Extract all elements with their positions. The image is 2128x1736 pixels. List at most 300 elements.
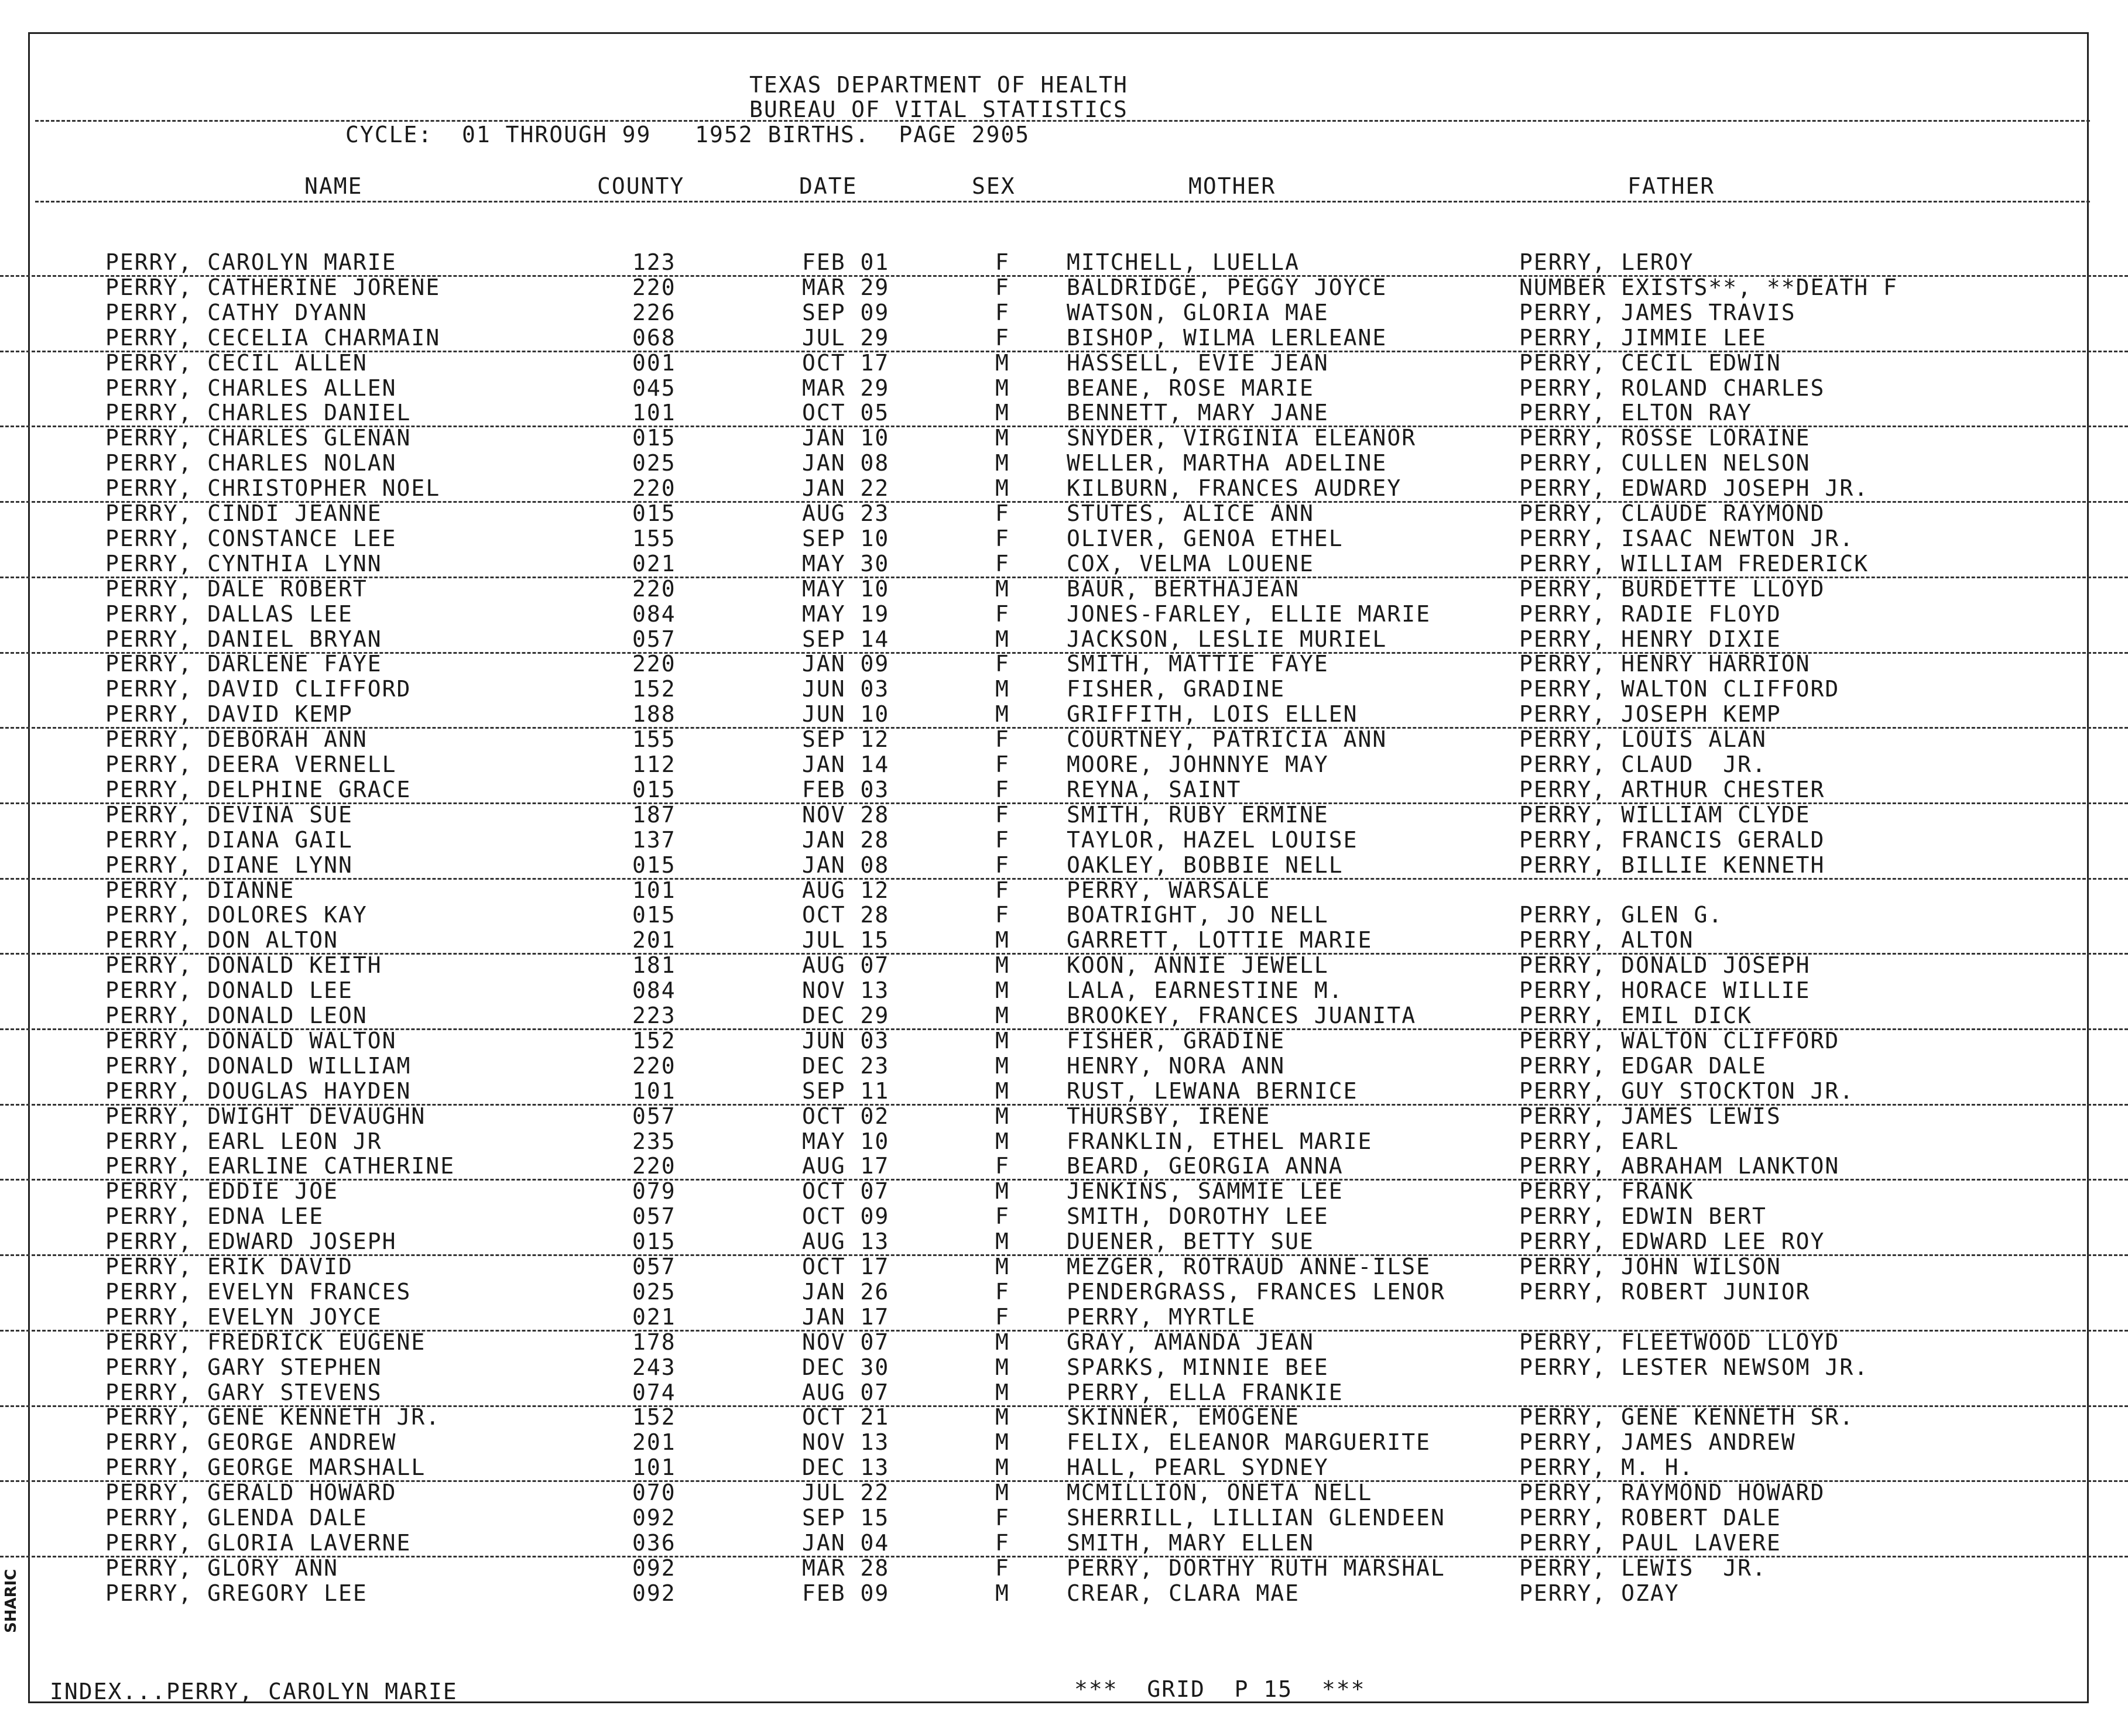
cell-mother: KOON, ANNIE JEWELL: [1067, 952, 1329, 978]
cell-date: JUN 10: [802, 701, 890, 727]
cell-father: PERRY, PAUL LAVERE: [1519, 1530, 1781, 1556]
column-header-name: NAME: [304, 173, 363, 199]
cell-county: 152: [632, 1028, 676, 1054]
cell-name: PERRY, CECELIA CHARMAIN: [105, 325, 441, 351]
cell-name: PERRY, GEORGE MARSHALL: [105, 1454, 426, 1480]
cell-name: PERRY, EDDIE JOE: [105, 1178, 339, 1204]
cell-mother: SMITH, MARY ELLEN: [1067, 1530, 1314, 1556]
cell-mother: OLIVER, GENOA ETHEL: [1067, 526, 1344, 551]
cell-county: 057: [632, 626, 676, 652]
cell-date: SEP 10: [802, 526, 890, 551]
cell-sex: M: [995, 350, 1010, 376]
cell-father: PERRY, JOHN WILSON: [1519, 1254, 1781, 1279]
cell-mother: SPARKS, MINNIE BEE: [1067, 1354, 1329, 1380]
table-row: [0, 1054, 2128, 1079]
cell-sex: F: [995, 1505, 1010, 1531]
cell-date: JUL 15: [802, 927, 890, 953]
cell-date: MAY 19: [802, 601, 890, 627]
cell-sex: M: [995, 425, 1010, 451]
cell-mother: MITCHELL, LUELLA: [1067, 249, 1300, 275]
cell-date: SEP 12: [802, 726, 890, 752]
cell-date: AUG 12: [802, 877, 890, 903]
cell-father: PERRY, EMIL DICK: [1519, 1003, 1753, 1028]
cell-mother: DUENER, BETTY SUE: [1067, 1229, 1314, 1254]
table-row: [0, 1205, 2128, 1229]
agency-title: TEXAS DEPARTMENT OF HEALTH: [749, 72, 1128, 98]
cell-sex: M: [995, 626, 1010, 652]
cell-date: DEC 23: [802, 1053, 890, 1079]
cell-name: PERRY, CECIL ALLEN: [105, 350, 368, 376]
cell-county: 101: [632, 877, 676, 903]
cell-sex: F: [995, 526, 1010, 551]
table-row: [0, 778, 2128, 804]
cell-father: PERRY, GLEN G.: [1519, 902, 1723, 928]
table-row: [0, 953, 2128, 978]
cell-name: PERRY, DONALD KEITH: [105, 952, 382, 978]
cell-father: PERRY, JAMES LEWIS: [1519, 1103, 1781, 1129]
cell-mother: JONES-FARLEY, ELLIE MARIE: [1067, 601, 1431, 627]
cell-mother: FELIX, ELEANOR MARGUERITE: [1067, 1429, 1431, 1455]
cell-sex: M: [995, 1254, 1010, 1279]
cell-father: PERRY, WILLIAM FREDERICK: [1519, 551, 1869, 577]
table-row: [0, 1405, 2128, 1430]
cell-mother: REYNA, SAINT: [1067, 777, 1242, 802]
cell-name: PERRY, DOUGLAS HAYDEN: [105, 1078, 412, 1104]
cell-date: JUL 22: [802, 1480, 890, 1505]
cell-name: PERRY, EVELYN JOYCE: [105, 1304, 382, 1330]
cell-date: AUG 17: [802, 1153, 890, 1179]
table-row: [0, 1430, 2128, 1455]
cell-county: 235: [632, 1128, 676, 1154]
cell-sex: F: [995, 1153, 1010, 1179]
cell-date: SEP 09: [802, 300, 890, 325]
cell-county: 015: [632, 500, 676, 526]
cell-name: PERRY, ERIK DAVID: [105, 1254, 353, 1279]
table-row: [0, 301, 2128, 325]
cell-county: 057: [632, 1203, 676, 1229]
cell-name: PERRY, DIANNE: [105, 877, 295, 903]
cell-father: PERRY, CLAUD JR.: [1519, 752, 1767, 777]
cell-date: NOV 13: [802, 977, 890, 1003]
cell-mother: BEANE, ROSE MARIE: [1067, 375, 1314, 401]
table-row: [0, 1029, 2128, 1054]
cell-county: 084: [632, 601, 676, 627]
cell-father: PERRY, BURDETTE LLOYD: [1519, 576, 1825, 602]
cell-date: DEC 13: [802, 1454, 890, 1480]
cell-sex: F: [995, 500, 1010, 526]
cell-mother: OAKLEY, BOBBIE NELL: [1067, 852, 1344, 878]
cell-county: 015: [632, 425, 676, 451]
cell-date: MAR 29: [802, 275, 890, 300]
cell-father: PERRY, ROSSE LORAINE: [1519, 425, 1811, 451]
cell-county: 201: [632, 1429, 676, 1455]
cell-father: PERRY, FRANCIS GERALD: [1519, 827, 1825, 853]
cell-name: PERRY, CATHY DYANN: [105, 300, 368, 325]
cell-county: 101: [632, 400, 676, 426]
cell-county: 079: [632, 1178, 676, 1204]
cell-county: 220: [632, 1053, 676, 1079]
cell-sex: M: [995, 701, 1010, 727]
cell-name: PERRY, CHARLES ALLEN: [105, 375, 397, 401]
cell-county: 015: [632, 852, 676, 878]
table-row: [0, 401, 2128, 427]
cell-mother: JENKINS, SAMMIE LEE: [1067, 1178, 1344, 1204]
table-row: [0, 527, 2128, 551]
cell-mother: HENRY, NORA ANN: [1067, 1053, 1286, 1079]
cell-county: 220: [632, 1153, 676, 1179]
table-row: [0, 1280, 2128, 1305]
cell-date: MAR 28: [802, 1555, 890, 1581]
cell-date: FEB 01: [802, 249, 890, 275]
cell-father: PERRY, GUY STOCKTON JR.: [1519, 1078, 1855, 1104]
cell-father: PERRY, ROBERT DALE: [1519, 1505, 1781, 1531]
cell-date: OCT 02: [802, 1103, 890, 1129]
cell-father: PERRY, WALTON CLIFFORD: [1519, 676, 1840, 702]
cell-county: 220: [632, 651, 676, 677]
cell-father: PERRY, EDGAR DALE: [1519, 1053, 1767, 1079]
cell-father: PERRY, LEROY: [1519, 249, 1694, 275]
cell-father: PERRY, CECIL EDWIN: [1519, 350, 1781, 376]
cell-sex: M: [995, 1078, 1010, 1104]
cell-father: PERRY, JAMES ANDREW: [1519, 1429, 1796, 1455]
cell-name: PERRY, DAVID CLIFFORD: [105, 676, 412, 702]
cell-mother: SHERRILL, LILLIAN GLENDEEN: [1067, 1505, 1445, 1531]
cell-county: 036: [632, 1530, 676, 1556]
cell-name: PERRY, DANIEL BRYAN: [105, 626, 382, 652]
cell-date: JAN 04: [802, 1530, 890, 1556]
table-row: [0, 803, 2128, 828]
cell-mother: BALDRIDGE, PEGGY JOYCE: [1067, 275, 1387, 300]
cell-father: PERRY, ARTHUR CHESTER: [1519, 777, 1825, 802]
column-header-rule: [35, 201, 2090, 203]
cell-date: JUN 03: [802, 1028, 890, 1054]
cell-date: AUG 13: [802, 1229, 890, 1254]
cell-name: PERRY, DALE ROBERT: [105, 576, 368, 602]
cell-county: 070: [632, 1480, 676, 1505]
column-header-sex: SEX: [972, 173, 1016, 199]
cell-county: 201: [632, 927, 676, 953]
cell-mother: HALL, PEARL SYDNEY: [1067, 1454, 1329, 1480]
cell-name: PERRY, EDWARD JOSEPH: [105, 1229, 397, 1254]
cell-county: 243: [632, 1354, 676, 1380]
table-row: [0, 1531, 2128, 1557]
cell-date: NOV 28: [802, 802, 890, 828]
cell-sex: F: [995, 827, 1010, 853]
cell-sex: M: [995, 1229, 1010, 1254]
cell-date: SEP 15: [802, 1505, 890, 1531]
cell-county: 092: [632, 1505, 676, 1531]
cell-name: PERRY, EARLINE CATHERINE: [105, 1153, 455, 1179]
column-header-mother: MOTHER: [1188, 173, 1276, 199]
cell-sex: F: [995, 601, 1010, 627]
cell-date: JAN 08: [802, 450, 890, 476]
cell-sex: F: [995, 726, 1010, 752]
cell-date: OCT 07: [802, 1178, 890, 1204]
cell-mother: RUST, LEWANA BERNICE: [1067, 1078, 1358, 1104]
table-row: [0, 1079, 2128, 1106]
table-row: [0, 753, 2128, 777]
cell-date: AUG 07: [802, 1380, 890, 1405]
cell-father: PERRY, LESTER NEWSOM JR.: [1519, 1354, 1869, 1380]
cell-county: 068: [632, 325, 676, 351]
table-row: [0, 276, 2128, 300]
table-row: [0, 928, 2128, 955]
cell-date: OCT 05: [802, 400, 890, 426]
cell-date: NOV 07: [802, 1329, 890, 1355]
cell-father: PERRY, M. H.: [1519, 1454, 1694, 1480]
table-row: [0, 451, 2128, 476]
cell-father: PERRY, LOUIS ALAN: [1519, 726, 1767, 752]
cell-mother: BEARD, GEORGIA ANNA: [1067, 1153, 1344, 1179]
cell-name: PERRY, DOLORES KAY: [105, 902, 368, 928]
cell-father: PERRY, HENRY DIXIE: [1519, 626, 1781, 652]
cell-sex: M: [995, 1028, 1010, 1054]
cell-mother: MOORE, JOHNNYE MAY: [1067, 752, 1329, 777]
cell-sex: F: [995, 275, 1010, 300]
cell-date: NOV 13: [802, 1429, 890, 1455]
cell-name: PERRY, GREGORY LEE: [105, 1580, 368, 1606]
table-row: [0, 627, 2128, 654]
cell-county: 155: [632, 726, 676, 752]
cell-mother: TAYLOR, HAZEL LOUISE: [1067, 827, 1358, 853]
cell-name: PERRY, DONALD WILLIAM: [105, 1053, 412, 1079]
cell-sex: M: [995, 1404, 1010, 1430]
cell-county: 123: [632, 249, 676, 275]
cell-name: PERRY, GLORIA LAVERNE: [105, 1530, 412, 1556]
cell-mother: WELLER, MARTHA ADELINE: [1067, 450, 1387, 476]
cell-mother: BAUR, BERTHAJEAN: [1067, 576, 1300, 602]
cell-sex: M: [995, 1354, 1010, 1380]
cell-county: 220: [632, 275, 676, 300]
cell-sex: M: [995, 676, 1010, 702]
cell-name: PERRY, DELPHINE GRACE: [105, 777, 412, 802]
cycle-line: CYCLE: 01 THROUGH 99 1952 BIRTHS. PAGE 2905: [345, 122, 1030, 147]
cell-name: PERRY, DEERA VERNELL: [105, 752, 397, 777]
cell-county: 220: [632, 576, 676, 602]
cell-date: OCT 17: [802, 350, 890, 376]
cell-mother: KILBURN, FRANCES AUDREY: [1067, 475, 1402, 501]
cell-name: PERRY, CINDI JEANNE: [105, 500, 382, 526]
cell-date: DEC 30: [802, 1354, 890, 1380]
table-row: [0, 828, 2128, 853]
cell-name: PERRY, DAVID KEMP: [105, 701, 353, 727]
cell-county: 223: [632, 1003, 676, 1028]
cell-mother: SMITH, MATTIE FAYE: [1067, 651, 1329, 677]
cell-date: MAY 10: [802, 576, 890, 602]
cell-date: AUG 07: [802, 952, 890, 978]
cell-date: AUG 23: [802, 500, 890, 526]
cell-county: 137: [632, 827, 676, 853]
cell-father: PERRY, LEWIS JR.: [1519, 1555, 1767, 1581]
side-label: SHARIC: [2, 1569, 20, 1633]
cell-date: SEP 11: [802, 1078, 890, 1104]
cell-mother: PERRY, ELLA FRANKIE: [1067, 1380, 1344, 1405]
cell-name: PERRY, CATHERINE JORENE: [105, 275, 441, 300]
cell-father: PERRY, DONALD JOSEPH: [1519, 952, 1811, 978]
cell-date: MAY 30: [802, 551, 890, 577]
cell-sex: F: [995, 1203, 1010, 1229]
column-header-county: COUNTY: [597, 173, 685, 199]
cell-name: PERRY, DALLAS LEE: [105, 601, 353, 627]
cell-sex: F: [995, 651, 1010, 677]
cell-county: 015: [632, 1229, 676, 1254]
cell-sex: F: [995, 300, 1010, 325]
cell-name: PERRY, CAROLYN MARIE: [105, 249, 397, 275]
cell-father: PERRY, EDWIN BERT: [1519, 1203, 1767, 1229]
cell-date: DEC 29: [802, 1003, 890, 1028]
cell-mother: BROOKEY, FRANCES JUANITA: [1067, 1003, 1417, 1028]
cell-name: PERRY, DEBORAH ANN: [105, 726, 368, 752]
table-row: [0, 677, 2128, 702]
cell-county: 181: [632, 952, 676, 978]
table-row: [0, 1154, 2128, 1181]
cell-sex: M: [995, 1178, 1010, 1204]
table-row: [0, 1130, 2128, 1154]
cell-mother: WATSON, GLORIA MAE: [1067, 300, 1329, 325]
cell-date: FEB 03: [802, 777, 890, 802]
table-row: [0, 1381, 2128, 1407]
cell-sex: F: [995, 802, 1010, 828]
cell-mother: SNYDER, VIRGINIA ELEANOR: [1067, 425, 1417, 451]
cell-sex: F: [995, 752, 1010, 777]
cell-mother: THURSBY, IRENE: [1067, 1103, 1271, 1129]
cell-father: PERRY, ROLAND CHARLES: [1519, 375, 1825, 401]
cell-father: PERRY, EDWARD JOSEPH JR.: [1519, 475, 1869, 501]
cell-sex: M: [995, 450, 1010, 476]
cell-sex: F: [995, 1279, 1010, 1305]
cell-name: PERRY, DARLENE FAYE: [105, 651, 382, 677]
cell-county: 045: [632, 375, 676, 401]
cell-name: PERRY, DONALD WALTON: [105, 1028, 397, 1054]
cell-father: PERRY, RADIE FLOYD: [1519, 601, 1781, 627]
table-row: [0, 1481, 2128, 1505]
cell-name: PERRY, GARY STEVENS: [105, 1380, 382, 1405]
cell-name: PERRY, DIANE LYNN: [105, 852, 353, 878]
cell-father: PERRY, FRANK: [1519, 1178, 1694, 1204]
table-row: [0, 376, 2128, 401]
table-row: [0, 1556, 2128, 1581]
cell-date: FEB 09: [802, 1580, 890, 1606]
table-row: [0, 602, 2128, 627]
table-row: [0, 1305, 2128, 1332]
cell-father: PERRY, EDWARD LEE ROY: [1519, 1229, 1825, 1254]
cell-sex: M: [995, 400, 1010, 426]
cell-county: 226: [632, 300, 676, 325]
cell-father: PERRY, FLEETWOOD LLOYD: [1519, 1329, 1840, 1355]
cell-mother: STUTES, ALICE ANN: [1067, 500, 1314, 526]
cell-county: 152: [632, 676, 676, 702]
cell-name: PERRY, CHARLES GLENAN: [105, 425, 412, 451]
table-row: [0, 853, 2128, 880]
cell-county: 084: [632, 977, 676, 1003]
cell-sex: M: [995, 1003, 1010, 1028]
cell-county: 074: [632, 1380, 676, 1405]
table-row: [0, 1506, 2128, 1531]
cell-date: JAN 09: [802, 651, 890, 677]
cell-date: JAN 26: [802, 1279, 890, 1305]
cell-mother: JACKSON, LESLIE MURIEL: [1067, 626, 1387, 652]
table-row: [0, 728, 2128, 752]
cell-name: PERRY, DIANA GAIL: [105, 827, 353, 853]
cell-name: PERRY, EDNA LEE: [105, 1203, 324, 1229]
footer-grid: *** GRID P 15 ***: [1074, 1676, 1366, 1702]
cell-county: 101: [632, 1454, 676, 1480]
cell-name: PERRY, CHRISTOPHER NOEL: [105, 475, 441, 501]
cell-county: 101: [632, 1078, 676, 1104]
cell-county: 112: [632, 752, 676, 777]
cell-date: JAN 08: [802, 852, 890, 878]
cell-sex: F: [995, 902, 1010, 928]
cell-name: PERRY, DON ALTON: [105, 927, 339, 953]
cell-mother: PERRY, MYRTLE: [1067, 1304, 1256, 1330]
cell-father: NUMBER EXISTS**, **DEATH F: [1519, 275, 1898, 300]
table-row: [0, 1356, 2128, 1380]
cell-father: PERRY, ISAAC NEWTON JR.: [1519, 526, 1855, 551]
cell-date: OCT 17: [802, 1254, 890, 1279]
column-header-date: DATE: [799, 173, 858, 199]
cell-sex: M: [995, 977, 1010, 1003]
cell-sex: M: [995, 927, 1010, 953]
cell-sex: M: [995, 1329, 1010, 1355]
table-row: [0, 1255, 2128, 1279]
cell-mother: GARRETT, LOTTIE MARIE: [1067, 927, 1373, 953]
cell-county: 057: [632, 1254, 676, 1279]
cell-mother: GRAY, AMANDA JEAN: [1067, 1329, 1314, 1355]
cell-sex: M: [995, 952, 1010, 978]
cell-county: 025: [632, 1279, 676, 1305]
cell-father: PERRY, CLAUDE RAYMOND: [1519, 500, 1825, 526]
cell-mother: COURTNEY, PATRICIA ANN: [1067, 726, 1387, 752]
cell-name: PERRY, GARY STEPHEN: [105, 1354, 382, 1380]
cell-father: PERRY, ALTON: [1519, 927, 1694, 953]
table-row: [0, 326, 2128, 352]
table-row: [0, 426, 2128, 451]
cell-sex: M: [995, 1053, 1010, 1079]
cell-sex: M: [995, 475, 1010, 501]
cell-sex: M: [995, 1128, 1010, 1154]
cell-sex: F: [995, 249, 1010, 275]
cell-name: PERRY, CHARLES DANIEL: [105, 400, 412, 426]
cell-date: JAN 22: [802, 475, 890, 501]
cell-sex: M: [995, 576, 1010, 602]
cell-mother: BISHOP, WILMA LERLEANE: [1067, 325, 1387, 351]
cell-mother: SKINNER, EMOGENE: [1067, 1404, 1300, 1430]
cell-father: PERRY, WALTON CLIFFORD: [1519, 1028, 1840, 1054]
cell-father: PERRY, WILLIAM CLYDE: [1519, 802, 1811, 828]
cell-county: 178: [632, 1329, 676, 1355]
cell-county: 092: [632, 1580, 676, 1606]
cell-date: JAN 17: [802, 1304, 890, 1330]
cell-name: PERRY, DEVINA SUE: [105, 802, 353, 828]
cell-county: 015: [632, 902, 676, 928]
cell-name: PERRY, DWIGHT DEVAUGHN: [105, 1103, 426, 1129]
header-rule: [35, 120, 2090, 122]
table-row: [0, 1330, 2128, 1355]
cell-sex: F: [995, 325, 1010, 351]
cell-county: 187: [632, 802, 676, 828]
cell-sex: M: [995, 375, 1010, 401]
cell-mother: BOATRIGHT, JO NELL: [1067, 902, 1329, 928]
cell-sex: M: [995, 1380, 1010, 1405]
cell-county: 057: [632, 1103, 676, 1129]
cell-name: PERRY, GLORY ANN: [105, 1555, 339, 1581]
cell-county: 092: [632, 1555, 676, 1581]
cell-mother: MEZGER, ROTRAUD ANNE-ILSE: [1067, 1254, 1431, 1279]
cell-father: PERRY, ELTON RAY: [1519, 400, 1753, 426]
cell-father: PERRY, BILLIE KENNETH: [1519, 852, 1825, 878]
cell-date: JAN 14: [802, 752, 890, 777]
table-row: [0, 652, 2128, 677]
